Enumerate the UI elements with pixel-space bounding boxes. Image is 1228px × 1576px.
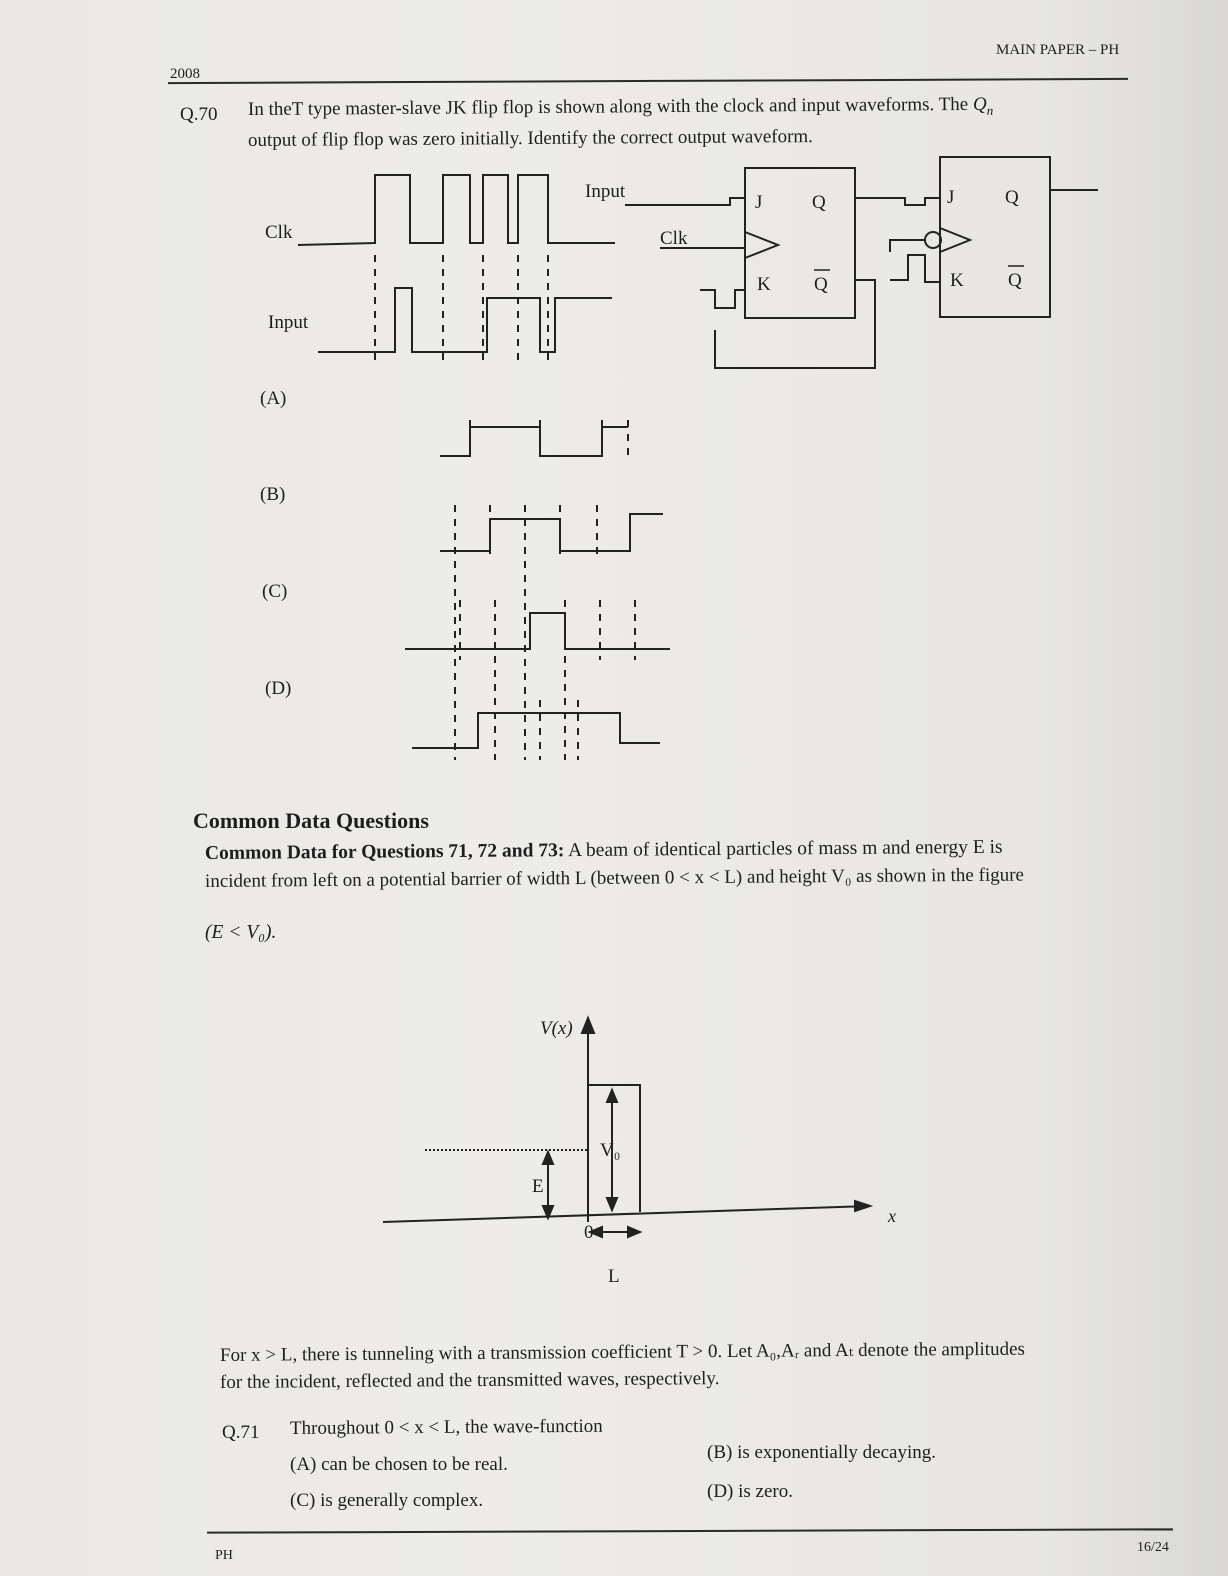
v0-label: V₀ — [600, 1140, 621, 1161]
circuit-clk-label: Clk — [660, 228, 688, 249]
master-j-label: J — [755, 192, 763, 213]
q71-option-b: (B) is exponentially decaying. — [707, 1442, 936, 1463]
q71-option-a: (A) can be chosen to be real. — [290, 1454, 508, 1475]
x-axis-arrow — [855, 1201, 870, 1211]
master-qbar-label: Q — [814, 274, 828, 295]
v0-arrow-head-bottom — [607, 1198, 617, 1210]
clk-label: Clk — [265, 222, 293, 243]
option-b-label: (B) — [260, 484, 286, 505]
zero-label: 0 — [584, 1222, 594, 1243]
q71-option-d: (D) is zero. — [707, 1481, 793, 1502]
header-paper: MAIN PAPER – PH — [996, 42, 1120, 58]
x-axis — [383, 1206, 870, 1222]
common-data-line2: incident from left on a potential barrier of width L (between 0 < x < L) and height V₀ as shown in the figure — [204, 864, 1025, 892]
q70-qn-symbol: Q — [972, 93, 987, 115]
tunnel-line1: For x > L, there is tunneling with a transmission coefficient T > 0. Let A₀,Aᵣ and Aₜ denote the amplitudes — [219, 1338, 1025, 1366]
slave-qbar-label: Q — [1008, 270, 1022, 291]
option-a-label: (A) — [260, 388, 287, 409]
common-data-heading: Common Data Questions — [193, 808, 429, 833]
v-axis-label: V(x) — [540, 1018, 573, 1039]
slave-k-label: K — [950, 270, 964, 291]
footer-rule — [207, 1528, 1173, 1533]
option-c-label: (C) — [262, 581, 288, 602]
q70-qn-sub: n — [986, 102, 994, 118]
input-label: Input — [268, 312, 309, 333]
q70-number: Q.70 — [180, 104, 218, 125]
v0-arrow-head-top — [607, 1090, 617, 1102]
footer-page: 16/24 — [1137, 1540, 1169, 1555]
master-k-label: K — [757, 274, 771, 295]
q71-option-c: (C) is generally complex. — [290, 1490, 484, 1511]
e-arrow-head-top — [543, 1152, 553, 1164]
e-label: E — [532, 1176, 544, 1197]
common-data-line1-text: A beam of identical particles of mass m and energy E is — [568, 836, 1003, 862]
common-data-lead: Common Data for Questions 71, 72 and 73: — [204, 840, 565, 864]
v-axis-arrow — [582, 1018, 594, 1033]
l-label: L — [608, 1266, 620, 1287]
l-arrow-head-right — [628, 1227, 640, 1237]
option-d-label: (D) — [265, 678, 292, 699]
header-year: 2008 — [170, 66, 200, 82]
x-axis-label: x — [888, 1206, 896, 1226]
q70-text-line2: output of flip flop was zero initially. Identify the correct output waveform. — [247, 126, 813, 151]
circuit-input-label: Input — [585, 181, 626, 202]
slave-j-label: J — [947, 187, 955, 208]
q71-stem: Throughout 0 < x < L, the wave-function — [289, 1415, 603, 1439]
q71-number: Q.71 — [222, 1422, 260, 1443]
common-data-line3: (E < V₀). — [205, 922, 277, 943]
slave-q-label: Q — [1005, 187, 1019, 208]
tunnel-line2: for the incident, reflected and the transmitted waves, respectively. — [219, 1368, 720, 1393]
master-q-label: Q — [812, 192, 826, 213]
q70-text-line1-content: In theT type master-slave JK flip flop is shown along with the clock and input waveforms. The — [247, 93, 969, 120]
footer-code: PH — [215, 1548, 233, 1563]
